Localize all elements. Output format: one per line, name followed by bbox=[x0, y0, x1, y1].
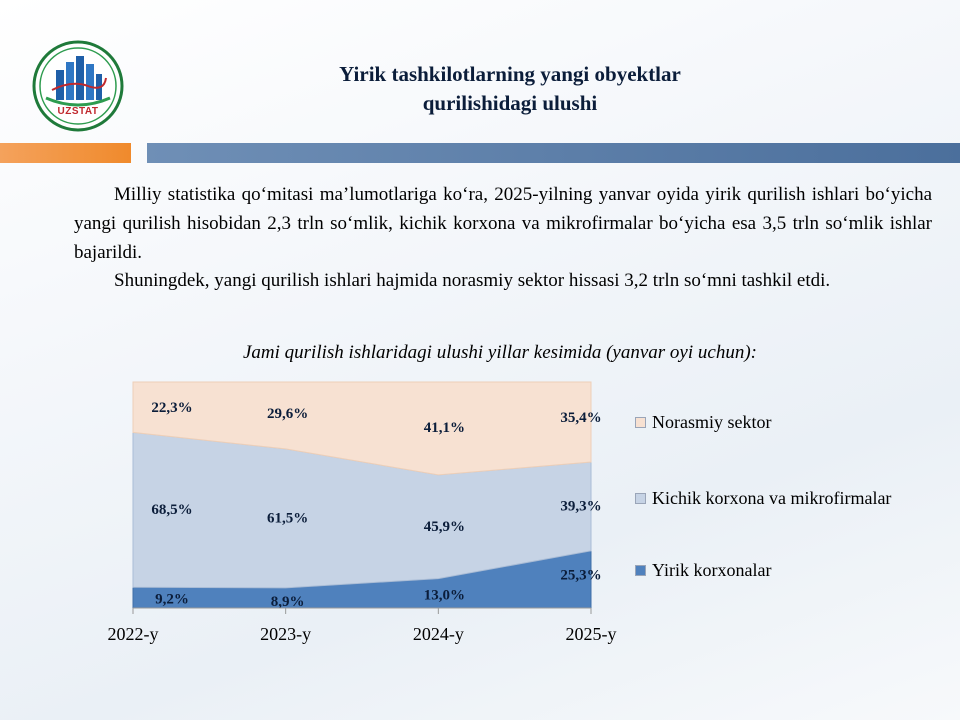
data-label: 29,6% bbox=[267, 406, 309, 422]
title-line-1: Yirik tashkilotlarning yangi obyektlar bbox=[339, 62, 681, 86]
data-label: 22,3% bbox=[151, 400, 193, 416]
legend-label: Kichik korxona va mikrofirmalar bbox=[652, 488, 892, 508]
legend-swatch bbox=[635, 565, 646, 576]
legend-item bbox=[635, 560, 771, 581]
data-label: 13,0% bbox=[423, 587, 465, 604]
x-tick-label: 2023-y bbox=[260, 624, 312, 644]
x-tick-label: 2022-y bbox=[107, 624, 159, 644]
data-label: 39,3% bbox=[560, 498, 602, 515]
legend-swatch bbox=[635, 493, 646, 504]
data-label: 45,9% bbox=[423, 518, 465, 535]
x-tick-label: 2024-y bbox=[412, 624, 464, 644]
title-line-2: qurilishidagi ulushi bbox=[422, 91, 598, 115]
legend-label: Yirik korxonalar bbox=[652, 560, 772, 580]
legend-label: Norasmiy sektor bbox=[652, 412, 772, 432]
chart-caption: Jami qurilish ishlaridagi ulushi yillar kesimida (yanvar oyi uchun): bbox=[242, 342, 757, 363]
data-label: 25,3% bbox=[560, 567, 602, 584]
data-label: 68,5% bbox=[151, 501, 193, 518]
data-label: 41,1% bbox=[423, 420, 465, 436]
legend-item bbox=[635, 488, 891, 509]
data-label: 8,9% bbox=[270, 593, 305, 610]
data-label: 9,2% bbox=[155, 591, 189, 608]
data-label: 61,5% bbox=[267, 510, 309, 527]
legend-item bbox=[635, 412, 771, 433]
legend-swatch bbox=[635, 417, 646, 428]
data-label: 35,4% bbox=[560, 410, 602, 426]
paragraph-1: Milliy statistika qo‘mitasi ma’lumotlariga ko‘ra, 2025-yilning yanvar oyida yirik qurilish ishlari bo‘yicha yangi qurilish hisobidan 2,3 trln so‘mlik, kichik korxona va mikrofirmalar bo‘yicha esa 3,5 trln so‘mlik ishlar bajarildi. bbox=[74, 184, 932, 263]
paragraph-2: Shuningdek, yangi qurilish ishlari hajmida norasmiy sektor hissasi 3,2 trln so‘mni tashkil etdi. bbox=[114, 270, 831, 291]
logo-text: UZSTAT bbox=[57, 106, 99, 117]
x-tick-label: 2025-y bbox=[565, 624, 617, 644]
